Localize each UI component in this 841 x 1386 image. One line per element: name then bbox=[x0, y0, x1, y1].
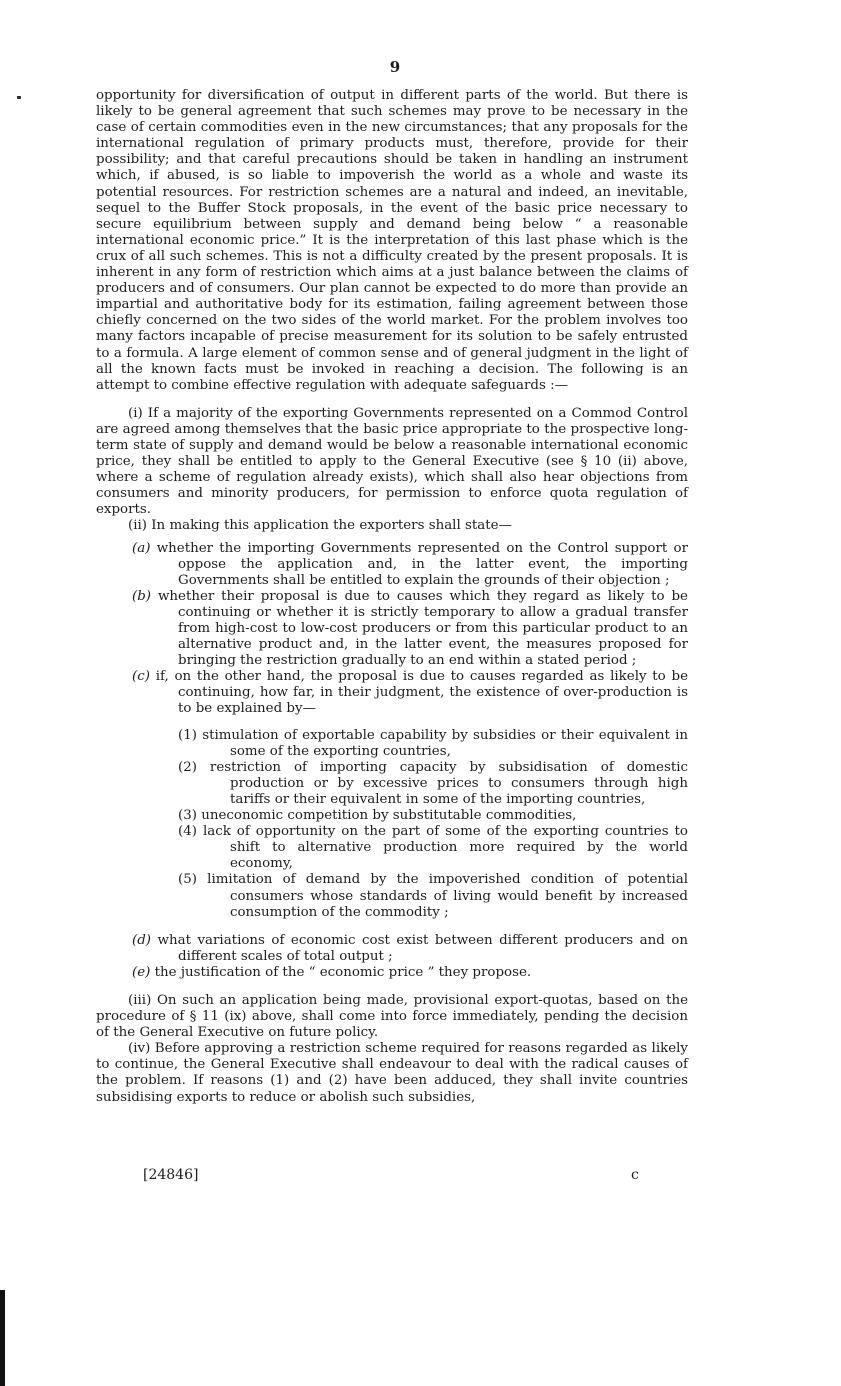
list-item-5: (5) limitation of demand by the impoverished condition of potential consumers whose standards of living would benefit by increased consumption of the commodity ; bbox=[178, 872, 688, 920]
lettered-list bbox=[96, 541, 688, 718]
margin-bar bbox=[0, 1290, 5, 1386]
signature-mark: c bbox=[631, 1167, 639, 1183]
list-item-c: (c) if, on the other hand, the proposal is due to causes regarded as likely to be continuing, how far, in their judgment, the existence of over-production is to be explained by— bbox=[132, 669, 688, 717]
list-item-3: (3) uneconomic competition by substitutable commodities, bbox=[178, 808, 577, 824]
list-item-4: (4) lack of opportunity on the part of some of the exporting countries to shift to alternative production more required by the world economy, bbox=[178, 824, 688, 872]
list-item-2: (2) restriction of importing capacity by subsidisation of domestic production or by excessive prices to consumers through high tariffs or their equivalent in some of the importing countries, bbox=[178, 759, 689, 807]
list-item-a: (a) whether the importing Governments represented on the Control support or oppose the application and, in the latter event, the importing Governments shall be entitled to explain the grounds of their objection ; bbox=[132, 540, 688, 588]
lettered-list-continued bbox=[96, 933, 688, 981]
paragraph-i: (i) If a majority of the exporting Governments represented on a Commod Control are agreed among themselves that the basic price appropriate to the prospective long-term state of supply and demand would be below a reasonable international economic price, they shall be entitled to apply to the General Executive (see § 10 (ii) above, where a scheme of regulation already exists), which shall also hear objections from consumers and minority producers, for permission to enforce quota regulation of exports. bbox=[96, 405, 688, 518]
list-item-e: (e) the justification of the “ economic price ” they propose. bbox=[132, 964, 532, 980]
list-item-1: (1) stimulation of exportable capability by subsidies or their equivalent in some of the exporting countries, bbox=[178, 727, 688, 759]
list-item-d: (d) what variations of economic cost exist between different producers and on different scales of total output ; bbox=[132, 932, 688, 964]
paragraph-iii: (iii) On such an application being made, provisional export-quotas, based on the procedure of § 11 (ix) above, shall come into force immediately, pending the decision of the General Executive on future policy. bbox=[96, 992, 688, 1041]
page-body bbox=[96, 88, 688, 1106]
paragraph-iv: (iv) Before approving a restriction scheme required for reasons regarded as likely to continue, the General Executive shall endeavour to deal with the radical causes of the problem. If reasons (1) and (2) have been adduced, they shall invite countries subsidising exports to reduce or abolish such subsidies, bbox=[96, 1041, 688, 1105]
paragraph-ii: (ii) In making this application the exporters shall state— bbox=[128, 518, 512, 534]
document-reference: [24846] bbox=[143, 1167, 199, 1183]
numbered-list bbox=[96, 728, 688, 921]
margin-mark bbox=[17, 96, 21, 99]
page-number: 9 bbox=[389, 58, 401, 76]
list-item-b: (b) whether their proposal is due to causes which they regard as likely to be continuing or whether it is strictly temporary to allow a gradual transfer from high-cost to low-cost producers or from this particular product to an alternative product and, in the latter event, the measures proposed for bringing the restriction gradually to an end within a stated period ; bbox=[132, 588, 688, 669]
paragraph-intro: opportunity for diversification of output in different parts of the world. But there is likely to be general agreement that such schemes may prove to be necessary in the case of certain commodities even in the new circumstances; that any proposals for the international regulation of primary products must, therefore, provide for their possibility; and that careful precautions should be taken in handling an instrument which, if abused, is so liable to impoverish the world as a whole and waste its potential resources. For restriction schemes are a natural and indeed, an inevitable, sequel to the Buffer Stock proposals, in the event of the basic price necessary to secure equilibrium between supply and demand being below “ a reasonable international economic price.” It is the interpretation of this last phase which is the crux of all such schemes. This is not a difficulty created by the present proposals. It is inherent in any form of restriction which aims at a just balance between the claims of producers and of consumers. Our plan cannot be expected to do more than provide an impartial and authoritative body for its estimation, failing agreement between those chiefly concerned on the two sides of the world market. For the problem involves too many factors incapable of precise measurement for its solution to be safely entrusted to a formula. A large element of common sense and of general judgment in the light of all the known facts must be invoked in reaching a decision. The following is an attempt to combine effective regulation with adequate safeguards :— bbox=[96, 88, 688, 393]
